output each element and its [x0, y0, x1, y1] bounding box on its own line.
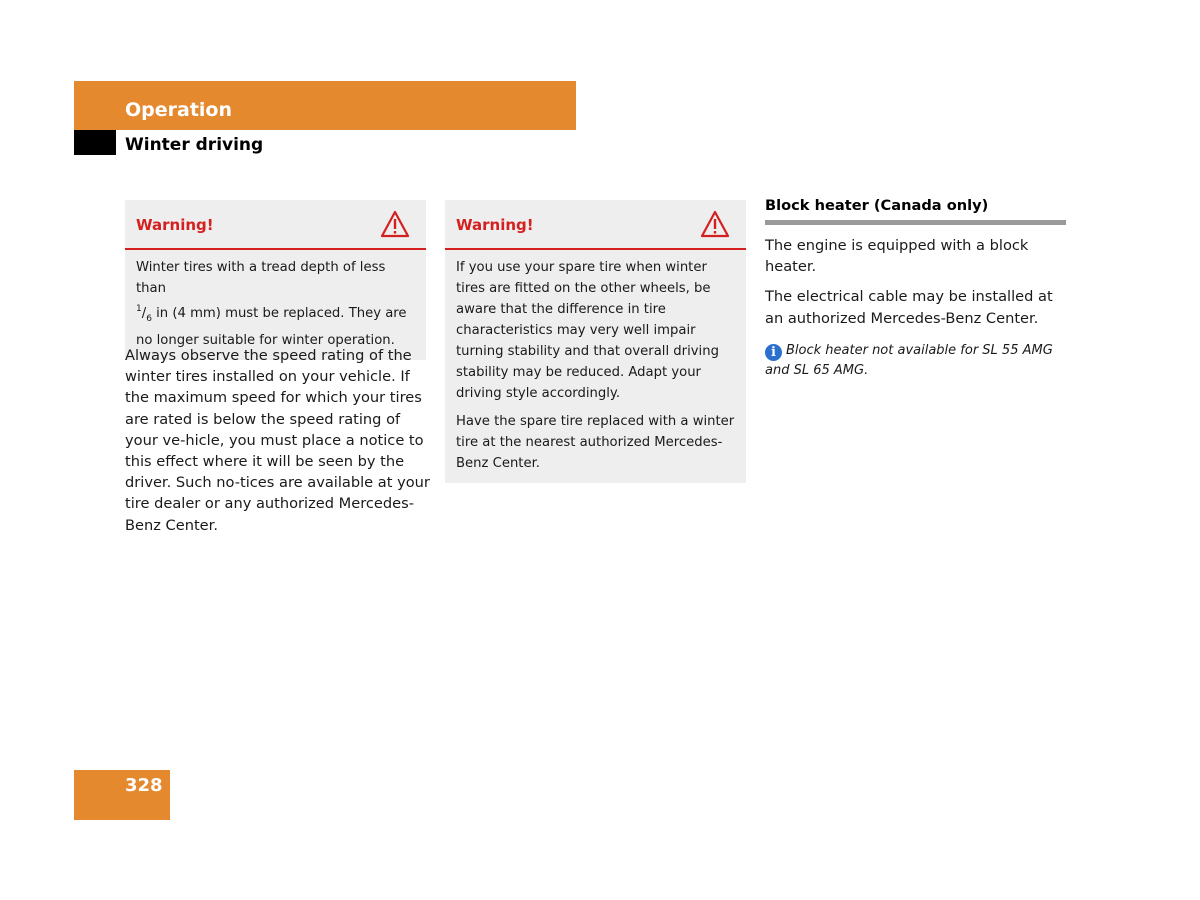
warning-triangle-icon [700, 210, 730, 238]
warning-body [125, 250, 426, 360]
block-heater-paragraph-1: The engine is equipped with a block heater. [765, 237, 1029, 276]
warning-label: Warning! [456, 216, 534, 234]
info-note [765, 341, 1065, 380]
block-heater-paragraph-2: The electrical cable may be installed at an authorized Mercedes-Benz Center. [765, 288, 1053, 327]
warning-box-spare-tire [445, 200, 746, 483]
section-marker [74, 130, 116, 155]
warning-label: Warning! [136, 216, 214, 234]
block-heater-heading: Block heater (Canada only) [765, 197, 1066, 225]
warning-body [445, 250, 746, 483]
section-title: Winter driving [125, 135, 264, 155]
warning-text: Winter tires with a tread depth of less than $^1/_6$ in (4 mm) must be replaced. They are no longer suitable for winter operation. [136, 260, 407, 348]
info-note-text: Block heater not available for SL 55 AMG and SL 65 AMG. [765, 343, 1053, 378]
chapter-title: Operation [125, 99, 233, 121]
warning-text-2: Have the spare tire replaced with a winter tire at the nearest authorized Mercedes-Benz Center. [456, 414, 735, 471]
warning-box-tread-depth [125, 200, 426, 360]
warning-header [445, 200, 746, 250]
warning-text-1: If you use your spare tire when winter tires are fitted on the other wheels, be aware that the difference in tire characteristics may very well impair turning stability and that overall driving stability may be reduced. Adapt your driving style accordingly. [456, 260, 719, 401]
info-icon: i [765, 344, 782, 361]
warning-triangle-icon [380, 210, 410, 238]
speed-rating-paragraph: Always observe the speed rating of the winter tires installed on your vehicle. If the maximum speed for which your tires are rated is below the speed rating of your ve-hicle, you must place a notice to this effect where it will be seen by the driver. Such no-tices are available at your tire dealer or any authorized Mercedes-Benz Center. [125, 347, 430, 534]
warning-header [125, 200, 426, 250]
page-number: 328 [125, 775, 163, 796]
block-heater-text [765, 235, 1070, 338]
